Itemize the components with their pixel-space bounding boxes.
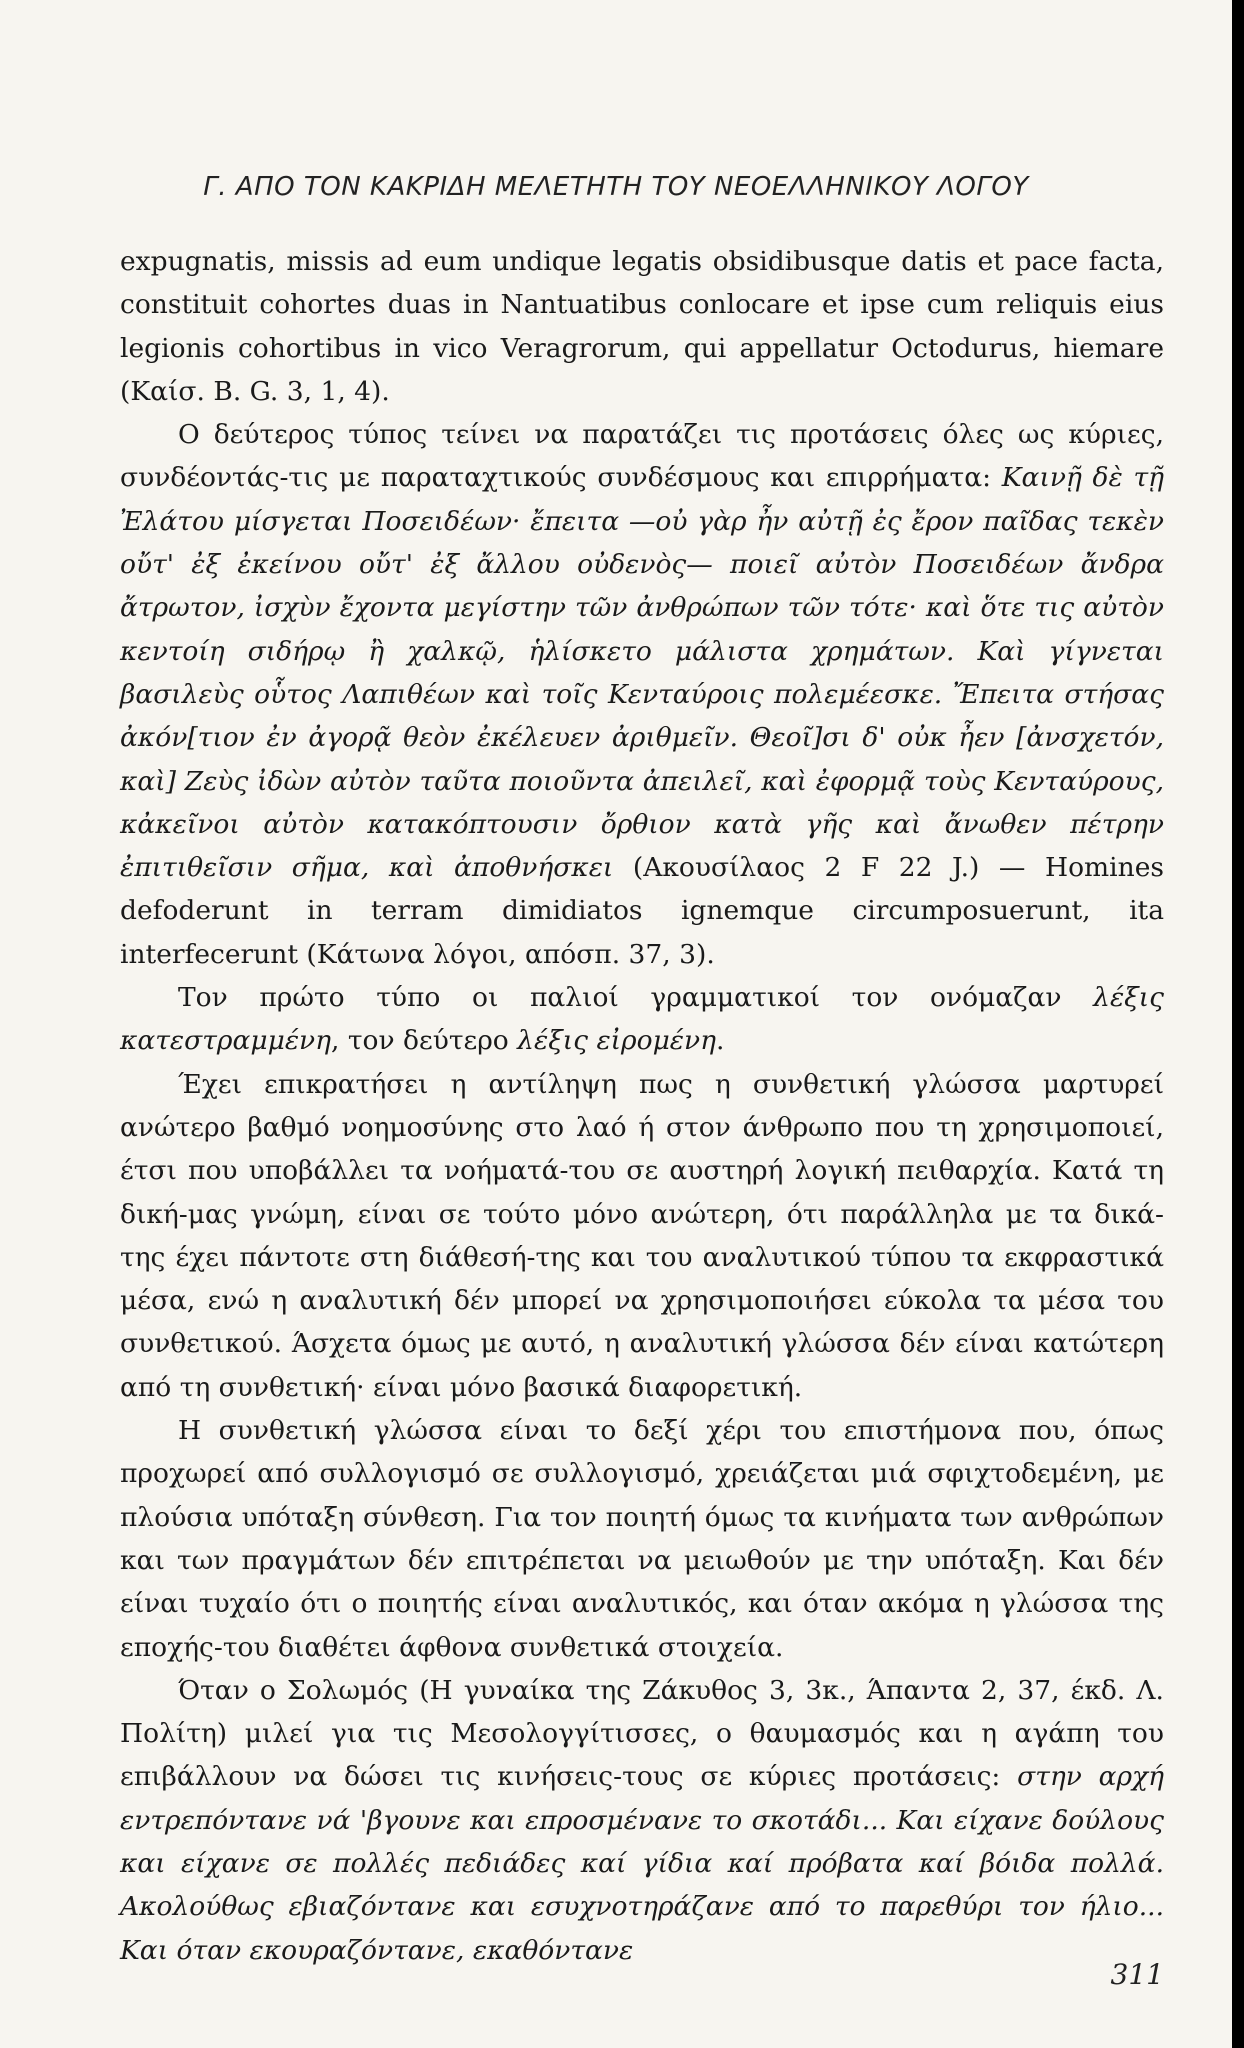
greek-quote-akousilaos: Καινῇ δὲ τῇ Ἐλάτου μίσγεται Ποσειδέων· ἔπειτα —οὐ γὰρ ἦν αὐτῇ ἐς ἔρον παῖδας τεκὲν οὔτ' ἐξ ἐκείνου οὔτ' ἐξ ἄλλου οὐδενὸς— ποιεῖ αὐτὸν Ποσειδέων ἄνδρα ἄτρωτον, ἰσχὺν ἔχοντα μεγίστην τῶν ἀνθρώπων τῶν τότε· καὶ ὅτε τις αὐτὸν κεντοίη σιδήρῳ ἢ χαλκῷ, ἡλίσκετο μάλιστα χρημάτων. Καὶ γίγνεται βασιλεὺς οὗτος Λαπιθέων καὶ τοῖς Κενταύροις πολεμέεσκε. Ἔπειτα στήσας ἀκόν[τιον ἐν ἀγορᾷ θεὸν ἐκέλευεν ἀριθμεῖν. Θεοῖ]σι δ' οὐκ ἦεν [ἀνσχετόν, καὶ] Ζεὺς ἰδὼν αὐτὸν ταῦτα ποιοῦντα ἀπειλεῖ, καὶ ἐφορμᾷ τοὺς Κενταύρους, κἀκεῖνοι αὐτὸν κατακόπτουσιν ὄρθιον κατὰ γῆς καὶ ἄνωθεν πέτρην ἐπιτιθεῖσιν σῆμα, καὶ ἀποθνήσκει [120, 462, 1164, 884]
paragraph-scientist-poet: Η συνθετική γλώσσα είναι το δεξί χέρι του επιστήμονα που, όπως προχωρεί από συλλογισμό σε συλλογισμό, χρειάζεται μιά σφιχτοδεμένη, με πλούσια υπόταξη σύνθεση. Για τον ποιητή όμως τα κινήματα των ανθρώπων και των πραγμάτων δέν επιτρέπεται να μειωθούν με την υπόταξη. Και δέν είναι τυχαίο ότι ο ποιητής είναι αναλυτικός, και όταν ακόμα η γλώσσα της εποχής-του διαθέτει άφθονα συνθετικά στοιχεία. [120, 1415, 1164, 1663]
paragraph-solomos [120, 1669, 1164, 1972]
solomos-intro: Όταν ο Σολωμός (Η γυναίκα της Ζάκυθος 3, 3κ., Άπαντα 2, 37, έκδ. Λ. Πολίτη) μιλεί για τις Μεσολογγίτισσες, ο θαυμασμός και η αγάπη του επιβάλλουν να δώσει τις κινήσεις-τους σε κύριες προτάσεις: [120, 1674, 1164, 1793]
paragraph-grammarians [120, 976, 1164, 1063]
grammarians-text-2: , τον δεύτερο [331, 1025, 518, 1057]
solomos-quote: στην αρχή εντρεπόντανε νά 'βγουνε και επροσμένανε το σκοτάδι... Και είχανε δούλους και είχανε σε πολλές πεδιάδες καί γίδια καί πρόβατα καί βόιδα πολλά. Ακολούθως εβιαζόντανε και εσυχνοτηράζανε από το παρεθύρι τον ήλιο... Και όταν εκουραζόντανε, εκαθόντανε [120, 1761, 1164, 1966]
paragraph-second-type-intro: Ο δεύτερος τύπος τείνει να παρατάζει τις προτάσεις όλες ως κύριες, συνδέοντάς-τις με παραταχτικούς συνδέσμους και επιρρήματα: [120, 419, 1164, 494]
paragraph-latin-quote: expugnatis, missis ad eum undique legatis obsidibusque datis et pace facta, constituit cohortes duas in Nantuatibus conlocare et ipse cum reliquis eius legionis cohortibus in vico Veragrorum, qui appellatur Octodurus, hiemare (Καίσ. B. G. 3, 1, 4). [120, 246, 1164, 407]
page-number: 311 [1110, 1958, 1164, 1991]
running-header: Γ. ΑΠΟ ΤΟΝ ΚΑΚΡΙΔΗ ΜΕΛΕΤΗΤΗ ΤΟΥ ΝΕΟΕΛΛΗΝΙΚΟΥ ΛΟΓΟΥ [203, 172, 1029, 202]
term-eiromeni: λέξις εἰρομένη [517, 1025, 717, 1057]
paragraph-second-type [120, 413, 1164, 976]
body-text [120, 240, 1164, 1972]
term-katestrammeni: λέξις κατεστραμμένη [120, 982, 1164, 1057]
paragraph-synthetic-belief: Έχει επικρατήσει η αντίληψη πως η συνθετική γλώσσα μαρτυρεί ανώτερο βαθμό νοημοσύνης στο λαό ή στον άνθρωπο που τη χρησιμοποιεί, έτσι που υποβάλλει τα νοήματά-του σε αυστηρή λογική πειθαρχία. Κατά τη δική-μας γνώμη, είναι σε τούτο μόνο ανώτερη, ότι παράλληλα με τα δικά-της έχει πάντοτε στη διάθεσή-της και του αναλυτικού τύπου τα εκφραστικά μέσα, ενώ η αναλυτική δέν μπορεί να χρησιμοποιήσει εύκολα τα μέσα του συνθετικού. Άσχετα όμως με αυτό, η αναλυτική γλώσσα δέν είναι κατώτερη από τη συνθετική· είναι μόνο βασικά διαφορετική. [120, 1068, 1164, 1403]
grammarians-text-1: Τον πρώτο τύπο οι παλιοί γραμματικοί τον ονόμαζαν [178, 982, 1094, 1014]
grammarians-text-3: . [716, 1025, 725, 1057]
paragraph-second-type-citation: (Ακουσίλαος 2 F 22 J.) — Homines defoderunt in terram dimidiatos ignemque circumposuerunt, ita interfecerunt (Κάτωνα λόγοι, απόσπ. 37, 3). [120, 852, 1164, 970]
